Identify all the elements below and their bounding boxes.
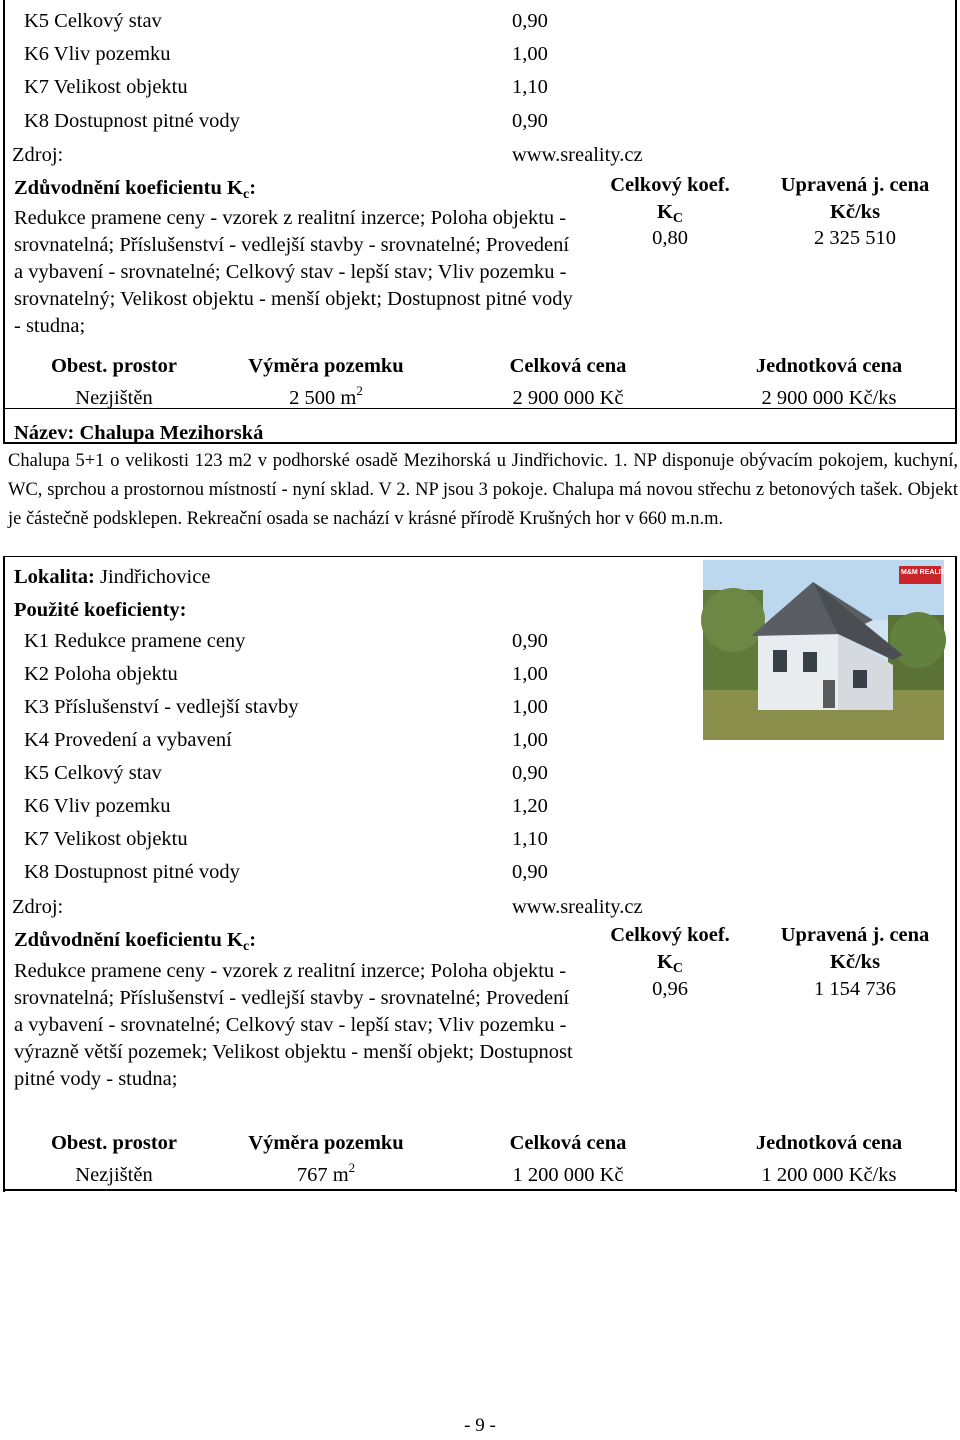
table-header: Výměra pozemku [248,1132,404,1154]
coef-row [24,663,564,687]
kc-label: KC [656,951,684,976]
coef-value: 1,00 [512,696,548,718]
coef-label: K3 Příslušenství - vedlejší stavby [24,696,299,718]
coef-value: 0,90 [512,10,548,32]
pouzite-koeficienty-label: Použité koeficienty: [14,599,187,621]
coef-label: K8 Dostupnost pitné vody [24,861,240,883]
celkova-value: 2 900 000 Kč [512,387,624,409]
table-header: Celková cena [509,355,627,377]
jednotkova-value: 2 900 000 Kč/ks [761,387,897,409]
kc-label: KC [656,201,684,226]
page-number: - 9 - [464,1415,496,1436]
description-text: Chalupa 5+1 o velikosti 123 m2 v podhorské osadě Mezihorská u Jindřichovic. 1. NP disponuje obývacím pokojem, kuchyní, WC, sprchou a prostornou místností - nyní sklad. V 2. NP jsou 3 pokoje. Chalupa má novou střechu z betonových tašek. Objekt je částečně podsklepen. Rekreační osada se nachází v krásné přírodě Krušných hor v 660 m.n.m. [8,451,958,529]
coef-row [24,110,564,134]
coef-value: 1,00 [512,663,548,685]
coef-label: K7 Velikost objektu [24,828,188,850]
coef-value: 1,00 [512,729,548,751]
zdroj-value: www.sreality.cz [512,896,643,918]
coef-label: K6 Vliv pozemku [24,43,171,65]
zduvodneni-label: Zdůvodnění koeficientu Kc: [14,177,257,202]
coef-row [24,729,564,753]
block2-right-border [955,556,957,1192]
table-header: Jednotková cena [755,355,903,377]
photo-logo-text: M&M REALITY [901,569,950,576]
coef-label: K5 Celkový stav [24,10,162,32]
zdroj-label: Zdroj: [12,144,64,166]
coef-row [24,696,564,720]
jednotkova-value: 1 200 000 Kč/ks [761,1164,897,1186]
table-header: Obest. prostor [50,355,178,377]
celkovy-koef-label: Celkový koef. [610,174,730,196]
coef-value: 1,10 [512,828,548,850]
coef-label: K8 Dostupnost pitné vody [24,110,240,132]
coef-value: 1,20 [512,795,548,817]
table-header: Výměra pozemku [248,355,404,377]
zduvodneni-text: Redukce pramene ceny - vzorek z realitní inzerce; Poloha objektu - srovnatelná; Příslušenství - vedlejší stavby - srovnatelné; Provedení a vybavení - srovnatelné; Celkový stav - lepší stav; Vliv pozemku - srovnatelný; Velikost objektu - menší objekt; Dostupnost pitné vody - studna; [14,207,573,337]
coef-value: 0,90 [512,110,548,132]
coef-value: 0,90 [512,861,548,883]
block2-bottom-border [3,1189,957,1191]
coef-row [24,43,564,67]
coef-row [24,762,564,786]
coef-row [24,76,564,100]
nazev-heading: Název: Chalupa Mezihorská [14,422,264,444]
zduvodneni-label: Zdůvodnění koeficientu Kc: [14,929,257,954]
upravena-unit: Kč/ks [829,951,881,973]
coef-label: K5 Celkový stav [24,762,162,784]
vymera-value: 2 500 $m^2$ [289,383,363,409]
coef-row [24,10,564,34]
celkovy-koef-label: Celkový koef. [610,924,730,946]
coef-value: 0,90 [512,630,548,652]
coef-label: K6 Vliv pozemku [24,795,171,817]
block2-left-border [3,556,5,1192]
block1-right-border [955,0,957,444]
upravena-value: 2 325 510 [814,227,896,249]
coef-value: 1,10 [512,76,548,98]
coef-row [24,828,564,852]
coef-row [24,630,564,654]
celkovy-koef-value: 0,80 [652,227,688,249]
block2-top-border [3,556,957,557]
coef-value: 1,00 [512,43,548,65]
coef-row [24,795,564,819]
coef-label: K2 Poloha objektu [24,663,178,685]
house-photo [703,560,950,740]
block1-left-border [3,0,5,444]
zdroj-label: Zdroj: [12,896,64,918]
lokalita: Lokalita: Jindřichovice [14,566,211,588]
zduvodneni-text: Redukce pramene ceny - vzorek z realitní inzerce; Poloha objektu - srovnatelná; Příslušenství - vedlejší stavby - srovnatelné; Provedení a vybavení - srovnatelné; Celkový stav - lepší stav; Vliv pozemku - výrazně větší pozemek; Velikost objektu - menší objekt; Dostupnost pitné vody - studna; [14,960,573,1090]
celkovy-koef-value: 0,96 [652,978,688,1000]
coef-label: K1 Redukce pramene ceny [24,630,246,652]
celkova-value: 1 200 000 Kč [512,1164,624,1186]
upravena-unit: Kč/ks [829,201,881,223]
upravena-label: Upravená j. cena [780,174,930,196]
coef-row [24,861,564,885]
table-header: Celková cena [509,1132,627,1154]
obest-value: Nezjištěn [75,1164,153,1186]
upravena-label: Upravená j. cena [780,924,930,946]
table-header: Jednotková cena [755,1132,903,1154]
table-header: Obest. prostor [50,1132,178,1154]
obest-value: Nezjištěn [75,387,153,409]
coef-value: 0,90 [512,762,548,784]
coef-label: K7 Velikost objektu [24,76,188,98]
zdroj-value: www.sreality.cz [512,144,643,166]
vymera-value: 767 $m^2$ [296,1160,356,1186]
upravena-value: 1 154 736 [814,978,896,1000]
coef-label: K4 Provedení a vybavení [24,729,232,751]
